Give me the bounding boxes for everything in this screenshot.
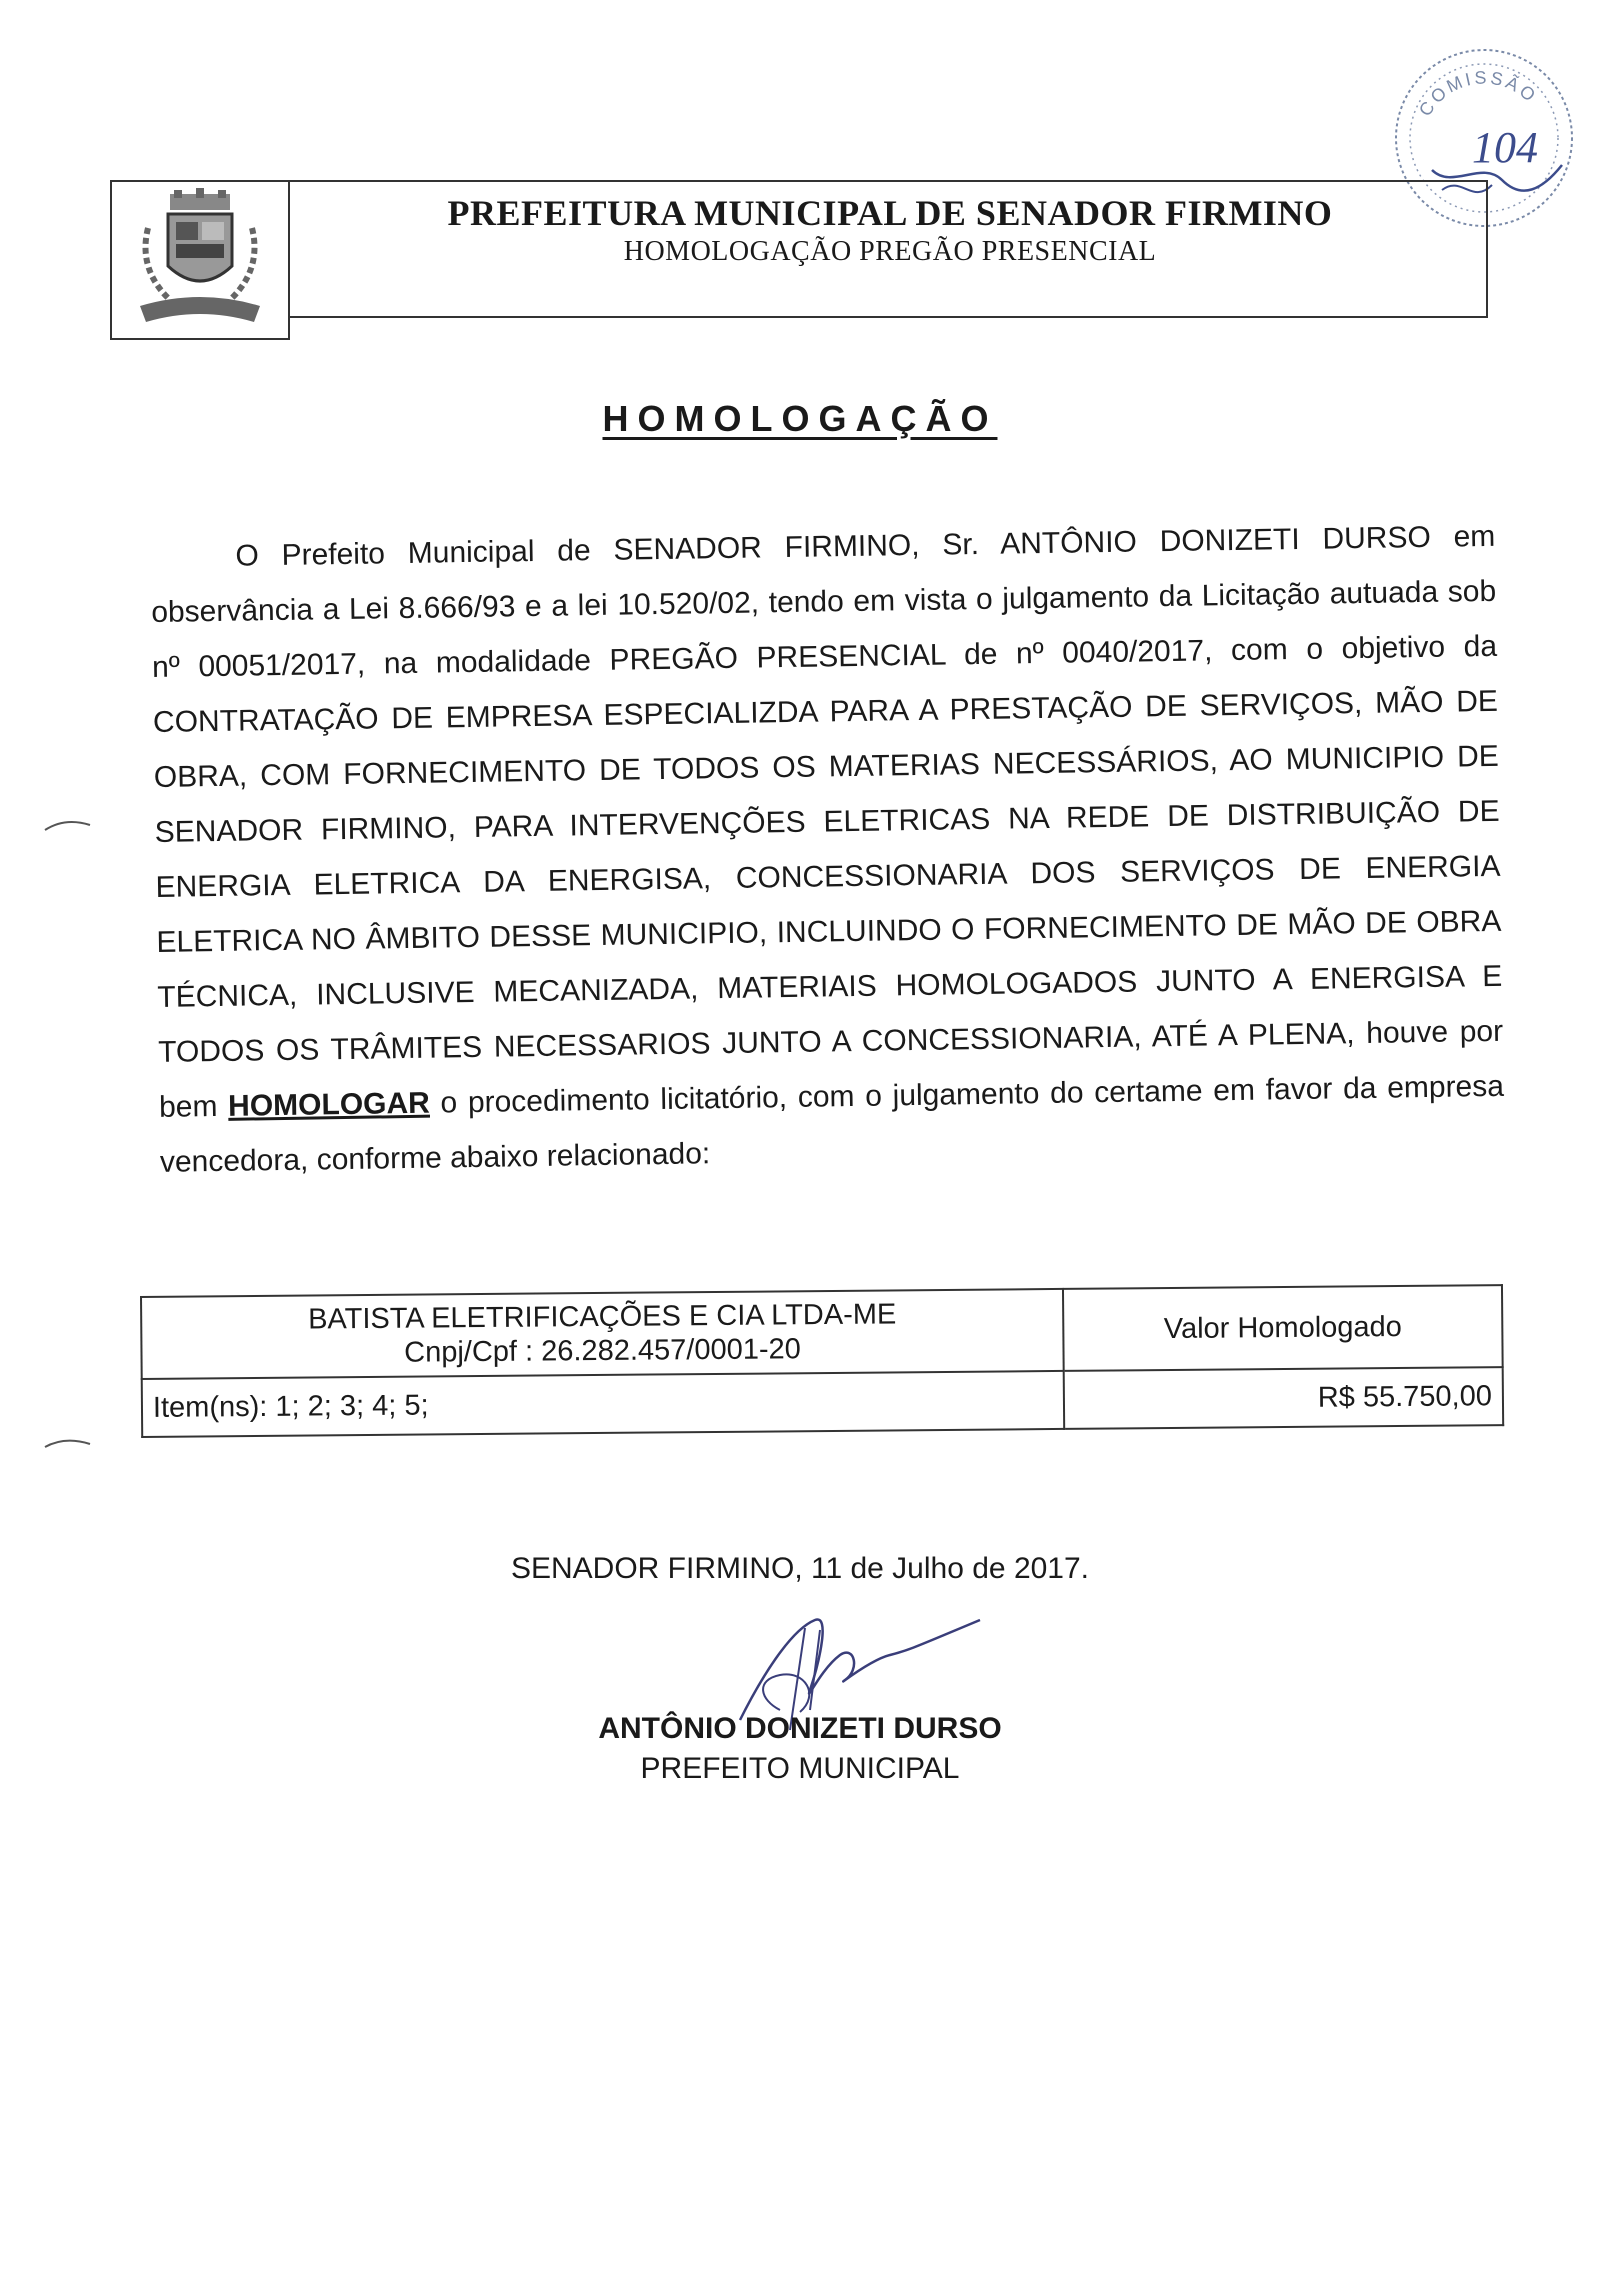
stamp-number: 104 — [1472, 123, 1538, 172]
value-cell: R$ 55.750,00 — [1064, 1367, 1503, 1429]
header-subtitle: HOMOLOGAÇÃO PREGÃO PRESENCIAL — [623, 236, 1157, 267]
document-heading: HOMOLOGAÇÃO — [602, 398, 998, 439]
crest-cell — [110, 180, 290, 340]
svg-text:COMISSÃO — [1415, 67, 1542, 119]
table-row — [141, 1285, 1503, 1379]
body-paragraph — [150, 509, 1505, 1190]
header-title: PREFEITURA MUNICIPAL DE SENADOR FIRMINO — [447, 193, 1333, 233]
scan-mark — [40, 1432, 100, 1452]
body-text-part-2: o procedimento licitatório, com o julgamento do certame em favor da empresa vencedora, conforme abaixo relacionado: — [159, 1069, 1505, 1179]
body-text-part-1: O Prefeito Municipal de SENADOR FIRMINO, Sr. ANTÔNIO DONIZETI DURSO em observância a Lei 8.666/93 e a lei 10.520/02, tendo em vista o julgamento da Licitação autuada sob nº 00051/2017, na modalidade PREGÃO PRESENCIAL de nº 0040/2017, com o objetivo da CONTRATAÇÃO DE EMPRESA ESPECIALIZDA PARA A PRESTAÇÃO DE SERVIÇOS, MÃO DE OBRA, COM FORNECIMENTO DE TODOS OS MATERIAS NECESSÁRIOS, AO MUNICIPIO DE SENADOR FIRMINO, PARA INTERVENÇÕES ELETRICAS NA REDE DE DISTRIBUIÇÃO DE ENERGIA ELETRICA DA ENERGISA, CONCESSIONARIA DOS SERVIÇOS DE ENERGIA ELETRICA NO ÂMBITO DESSE MUNICIPIO, INCLUINDO O FORNECIMENTO DE MÃO DE OBRA TÉCNICA, INCLUSIVE MECANIZADA, MATERIAIS HOMOLOGADOS JUNTO A ENERGISA E TODOS OS TRÂMITES NECESSARIOS JUNTO A CONCESSIONARIA, ATÉ A PLENA, houve por bem — [151, 519, 1504, 1124]
company-cell — [141, 1289, 1064, 1379]
date-line: SENADOR FIRMINO, 11 de Julho de 2017. — [510, 1552, 1090, 1585]
result-table — [140, 1284, 1504, 1438]
table-row — [142, 1367, 1503, 1437]
items-cell: Item(ns): 1; 2; 3; 4; 5; — [142, 1371, 1064, 1437]
scan-mark — [40, 815, 100, 835]
company-cnpj: Cnpj/Cpf : 26.282.457/0001-20 — [404, 1333, 801, 1369]
homologar-highlight: HOMOLOGAR — [227, 1086, 431, 1123]
value-header: Valor Homologado — [1063, 1285, 1503, 1371]
signatory-name: ANTÔNIO DONIZETI DURSO — [598, 1712, 1002, 1745]
company-name: BATISTA ELETRIFICAÇÕES E CIA LTDA-ME — [307, 1298, 897, 1336]
municipal-crest-icon — [118, 188, 282, 334]
stamp-text: COMISSÃO — [1414, 67, 1542, 120]
signatory-role: PREFEITO MUNICIPAL — [640, 1752, 960, 1785]
